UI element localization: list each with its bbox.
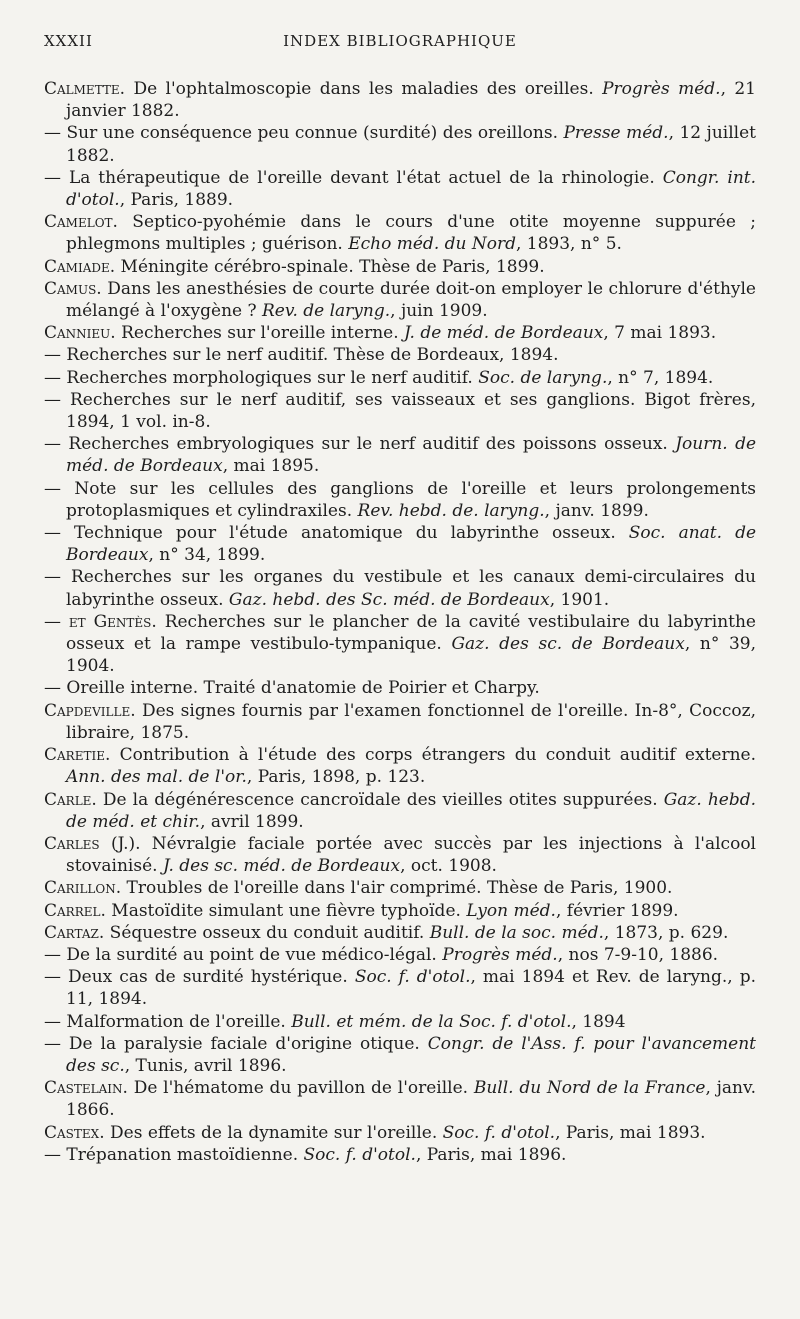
entry-author: — <box>44 523 75 544</box>
bibliography-entry <box>44 1011 756 1033</box>
bibliography-entry <box>44 877 756 899</box>
entry-title: Dans les anesthésies de courte durée doit-on employer le chlorure d'éthyle mélangé à l'oxygène ? <box>66 278 756 322</box>
entry-author: Caretie. <box>44 745 111 766</box>
page-number: XXXII <box>44 32 93 50</box>
entry-source: Soc. f. d'otol. <box>442 1122 556 1143</box>
entry-source: J. des sc. méd. de Bordeaux <box>162 856 401 877</box>
entry-details: , nos 7-9-10, 1886. <box>557 944 719 965</box>
entry-title: Des effets de la dynamite sur l'oreille. <box>104 1122 443 1143</box>
entry-author: — <box>44 967 69 988</box>
bibliography-entry <box>44 700 756 744</box>
entry-source: Soc. f. d'otol. <box>354 967 471 988</box>
bibliography-entry <box>44 833 756 877</box>
entry-source: Progrès méd. <box>602 79 721 99</box>
entry-author: — <box>44 478 75 499</box>
entry-source: Lyon méd. <box>466 900 556 921</box>
entry-details: , mai 1894 et Rev. de laryng., p. 11, 1894. <box>66 967 757 1010</box>
entry-source: Journ. de méd. de Bordeaux <box>66 434 757 477</box>
bibliography-entry <box>44 611 756 678</box>
bibliography-entry <box>44 389 756 433</box>
entry-author: Carles <box>44 833 100 854</box>
entry-source: Presse méd. <box>563 123 669 144</box>
entry-author: — et Gentès. <box>44 611 157 632</box>
entry-details: , 7 mai 1893. <box>603 323 717 344</box>
entry-author: Calmette. <box>44 79 126 99</box>
bibliography-entry <box>44 677 756 699</box>
entry-details: , Tunis, avril 1896. <box>124 1055 287 1076</box>
entry-author: Carle. <box>44 789 97 810</box>
bibliography-list <box>44 78 756 1166</box>
entry-author: Camus. <box>44 278 102 299</box>
entry-source: Rev. hebd. de. laryng. <box>357 500 545 521</box>
entry-details: , juin 1909. <box>390 301 488 322</box>
page-header <box>44 32 756 56</box>
entry-details: , n° 34, 1899. <box>148 545 266 566</box>
bibliography-entry <box>44 433 756 477</box>
entry-source: Congr. int. d'otol. <box>66 167 757 211</box>
entry-title: Recherches sur le plancher de la cavité vestibulaire du labyrinthe osseux et la rampe vestibulo-tympanique. <box>66 611 756 655</box>
bibliography-entry <box>44 744 756 788</box>
entry-title: Recherches embryologiques sur le nerf auditif des poissons osseux. <box>68 434 676 455</box>
entry-title: Septico-pyohémie dans le cours d'une otite moyenne suppurée ; phlegmons multiples ; guérison. <box>66 212 756 255</box>
entry-details: , n° 7, 1894. <box>607 367 714 388</box>
entry-title: Recherches sur l'oreille interne. <box>115 323 405 344</box>
entry-details: , 21 janvier 1882. <box>66 79 756 122</box>
entry-title: Recherches sur les organes du vestibule et les canaux demi-circulaires du labyrinthe osseux. <box>66 567 757 610</box>
entry-source: Congr. de l'Ass. f. pour l'avancement des sc. <box>66 1033 756 1076</box>
bibliography-entry <box>44 789 756 833</box>
bibliography-entry <box>44 256 756 278</box>
entry-title: Recherches sur le nerf auditif. Thèse de Bordeaux, 1894. <box>66 345 559 366</box>
entry-details: , 12 juillet 1882. <box>66 123 756 166</box>
entry-details: , février 1899. <box>555 900 679 921</box>
bibliography-entry <box>44 344 756 366</box>
bibliography-entry <box>44 522 756 566</box>
entry-source: Rev. de laryng. <box>262 301 391 322</box>
entry-author: Carillon. <box>44 878 122 899</box>
running-title: INDEX BIBLIOGRAPHIQUE <box>283 32 517 50</box>
entry-author: — <box>44 944 67 965</box>
entry-author: Carrel. <box>44 900 106 921</box>
entry-source: Bull. du Nord de la France <box>473 1078 706 1099</box>
entry-details: , mai 1895. <box>222 456 320 477</box>
entry-details: , Paris, 1898, p. 123. <box>246 767 426 788</box>
entry-details: , 1901. <box>549 589 610 610</box>
entry-title: Oreille interne. Traité d'anatomie de Poirier et Charpy. <box>66 678 540 699</box>
entry-title: La thérapeutique de l'oreille devant l'état actuel de la rhinologie. <box>68 167 663 188</box>
entry-title: Technique pour l'étude anatomique du labyrinthe osseux. <box>74 523 629 544</box>
bibliography-entry <box>44 211 756 255</box>
entry-source: Gaz. des sc. de Bordeaux <box>451 634 685 655</box>
entry-source: Echo méd. du Nord <box>348 234 516 255</box>
entry-details: , oct. 1908. <box>400 856 497 877</box>
entry-details: , Paris, mai 1896. <box>415 1144 567 1165</box>
entry-title: Mastoïdite simulant une fièvre typhoïde. <box>105 900 467 921</box>
entry-details: , Paris, 1889. <box>119 190 234 211</box>
entry-details: , janv. 1866. <box>66 1078 756 1121</box>
entry-author: — <box>44 1144 67 1165</box>
entry-author: — <box>44 167 69 188</box>
entry-author: Camiade. <box>44 256 116 277</box>
bibliography-entry <box>44 78 756 122</box>
entry-title: De la paralysie faciale d'origine otique. <box>68 1033 428 1054</box>
entry-title: (J.). Névralgie faciale portée avec succès par les injections à l'alcool stovainisé. <box>66 833 756 877</box>
entry-author: Cartaz. <box>44 922 105 943</box>
entry-source: Soc. anat. de Bordeaux <box>66 523 757 566</box>
entry-author: — <box>44 1011 67 1032</box>
entry-title: Trépanation mastoïdienne. <box>66 1144 304 1165</box>
entry-title: Sur une conséquence peu connue (surdité) des oreillons. <box>66 123 564 144</box>
entry-author: Castelain. <box>44 1078 128 1099</box>
bibliography-entry <box>44 1077 756 1121</box>
entry-author: Camelot. <box>44 212 118 233</box>
bibliography-entry <box>44 1033 756 1077</box>
bibliography-entry <box>44 966 756 1010</box>
entry-details: , 1893, n° 5. <box>515 234 622 255</box>
entry-author: — <box>44 123 67 144</box>
entry-details: , Paris, mai 1893. <box>555 1122 706 1143</box>
entry-title: De la dégénérescence cancroïdale des vieilles otites suppurées. <box>96 789 664 810</box>
entry-title: Méningite cérébro-spinale. Thèse de Paris, 1899. <box>115 256 545 277</box>
bibliography-entry <box>44 900 756 922</box>
entry-details: , n° 39, 1904. <box>66 634 757 677</box>
bibliography-entry <box>44 922 756 944</box>
entry-title: Séquestre osseux du conduit auditif. <box>104 922 430 943</box>
entry-author: — <box>44 345 67 366</box>
bibliography-entry <box>44 322 756 344</box>
entry-title: Note sur les cellules des ganglions de l'oreille et leurs prolongements protoplasmiques et cylindraxiles. <box>66 478 757 521</box>
entry-details: , janv. 1899. <box>544 500 649 521</box>
entry-author: — <box>44 567 71 588</box>
entry-details: , 1873, p. 629. <box>603 922 729 943</box>
entry-author: — <box>44 367 67 388</box>
entry-title: Malformation de l'oreille. <box>66 1011 292 1032</box>
entry-source: Bull. de la soc. méd. <box>429 922 604 943</box>
entry-details: , 1894 <box>571 1011 626 1032</box>
entry-title: Recherches morphologiques sur le nerf auditif. <box>66 367 479 388</box>
bibliography-entry <box>44 1144 756 1166</box>
bibliography-entry <box>44 944 756 966</box>
bibliography-entry <box>44 278 756 322</box>
entry-author: — <box>44 434 69 455</box>
entry-source: J. de méd. de Bordeaux <box>404 323 604 344</box>
bibliography-entry <box>44 1122 756 1144</box>
entry-source: Soc. f. d'otol. <box>303 1144 416 1165</box>
entry-title: Des signes fournis par l'examen fonctionnel de l'oreille. In-8°, Coccoz, libraire, 1875. <box>66 700 756 743</box>
entry-source: Soc. de laryng. <box>478 367 608 388</box>
bibliography-entry <box>44 122 756 166</box>
entry-title: De la surdité au point de vue médico-légal. <box>66 944 443 965</box>
bibliography-entry <box>44 478 756 522</box>
entry-author: — <box>44 678 67 699</box>
entry-title: Deux cas de surdité hystérique. <box>68 967 355 988</box>
bibliography-entry <box>44 367 756 389</box>
entry-author: Capdeville. <box>44 700 136 721</box>
entry-source: Gaz. hebd. de méd. et chir. <box>66 789 756 832</box>
entry-author: Castex. <box>44 1122 105 1143</box>
entry-author: — <box>44 389 70 410</box>
entry-details: , avril 1899. <box>200 811 304 832</box>
entry-author: — <box>44 1033 69 1054</box>
entry-source: Ann. des mal. de l'or. <box>66 767 247 788</box>
entry-source: Bull. et mém. de la Soc. f. d'otol. <box>291 1011 572 1032</box>
entry-title: Contribution à l'étude des corps étrangers du conduit auditif externe. <box>110 745 756 766</box>
entry-author: Cannieu. <box>44 323 116 344</box>
entry-source: Progrès méd. <box>442 944 558 965</box>
entry-title: Recherches sur le nerf auditif, ses vaisseaux et ses ganglions. Bigot frères, 1894, 1 vol. in-8. <box>66 389 756 433</box>
bibliography-entry <box>44 167 756 211</box>
entry-source: Gaz. hebd. des Sc. méd. de Bordeaux <box>228 589 550 610</box>
entry-title: Troubles de l'oreille dans l'air comprimé. Thèse de Paris, 1900. <box>121 878 673 899</box>
entry-title: De l'ophtalmoscopie dans les maladies des oreilles. <box>125 79 603 99</box>
bibliography-entry <box>44 566 756 610</box>
entry-title: De l'hématome du pavillon de l'oreille. <box>127 1078 474 1099</box>
